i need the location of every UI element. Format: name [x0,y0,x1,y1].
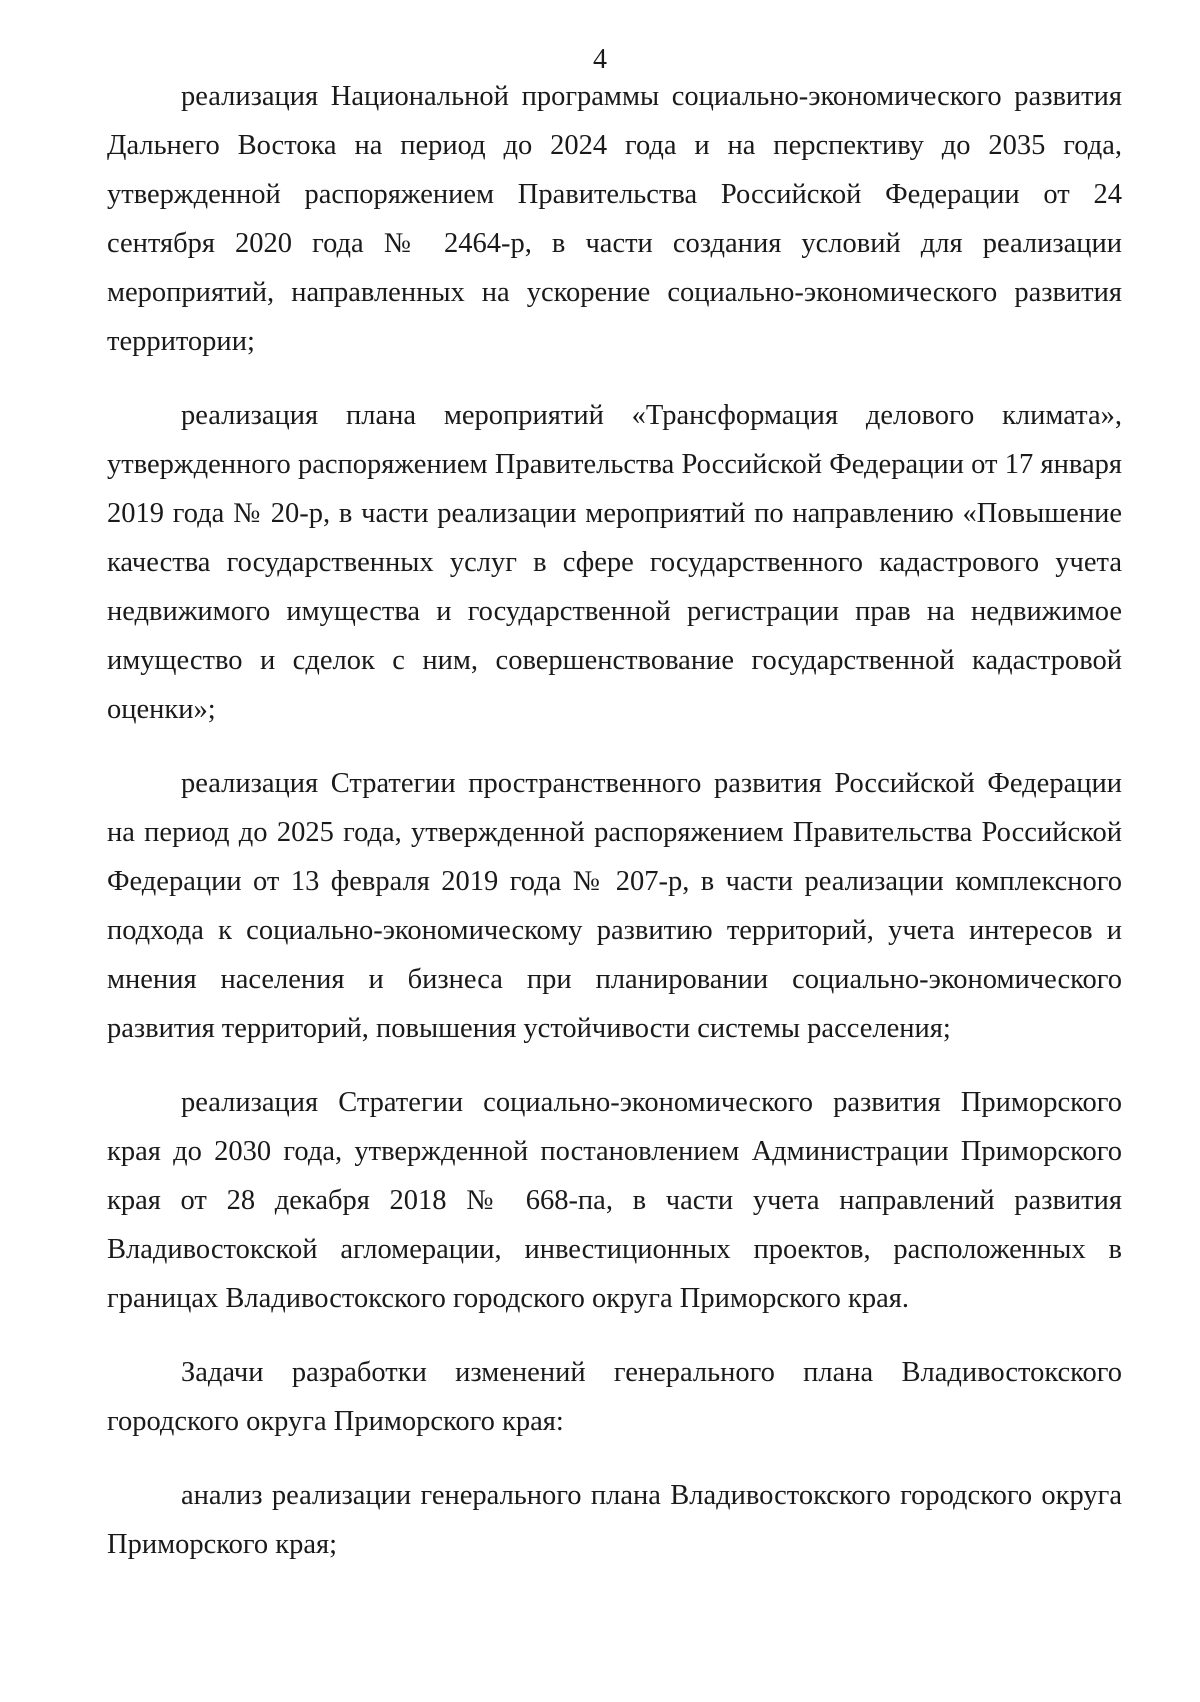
paragraph-primorsky-strategy: реализация Стратегии социально-экономического развития Приморского края до 2030 года, утвержденной постановлением Администрации Приморского края от 28 декабря 2018 № 668-па, в части учета направлений развития Владивостокской агломерации, инвестиционных проектов, расположенных в границах Владивостокского городского округа Приморского края. [107,1087,1122,1314]
paragraph-tasks-heading: Задачи разработки изменений генерального плана Владивостокского городского округа Приморского края: [107,1357,1122,1437]
page-number: 4 [593,44,607,75]
paragraph-national-program: реализация Национальной программы социально-экономического развития Дальнего Востока на период до 2024 года и на перспективу до 2035 года, утвержденной распоряжением Правительства Российской Федерации от 24 сентября 2020 года № 2464-р, в части создания условий для реализации мероприятий, направленных на ускорение социально-экономического развития территории; [107,81,1122,357]
paragraph-business-climate: реализация плана мероприятий «Трансформация делового климата», утвержденного распоряжением Правительства Российской Федерации от 17 января 2019 года № 20-р, в части реализации мероприятий по направлению «Повышение качества государственных услуг в сфере государственного кадастрового учета недвижимого имущества и государственной регистрации прав на недвижимое имущество и сделок с ним, совершенствование государственной кадастровой оценки»; [107,400,1122,725]
paragraph-spatial-strategy: реализация Стратегии пространственного развития Российской Федерации на период до 2025 года, утвержденной распоряжением Правительства Российской Федерации от 13 февраля 2019 года № 207-р, в части реализации комплексного подхода к социально-экономическому развитию территорий, учета интересов и мнения населения и бизнеса при планировании социально-экономического развития территорий, повышения устойчивости системы расселения; [107,768,1122,1044]
paragraph-analysis-task: анализ реализации генерального плана Владивостокского городского округа Приморского края; [107,1480,1122,1560]
document-body [107,72,1122,1569]
